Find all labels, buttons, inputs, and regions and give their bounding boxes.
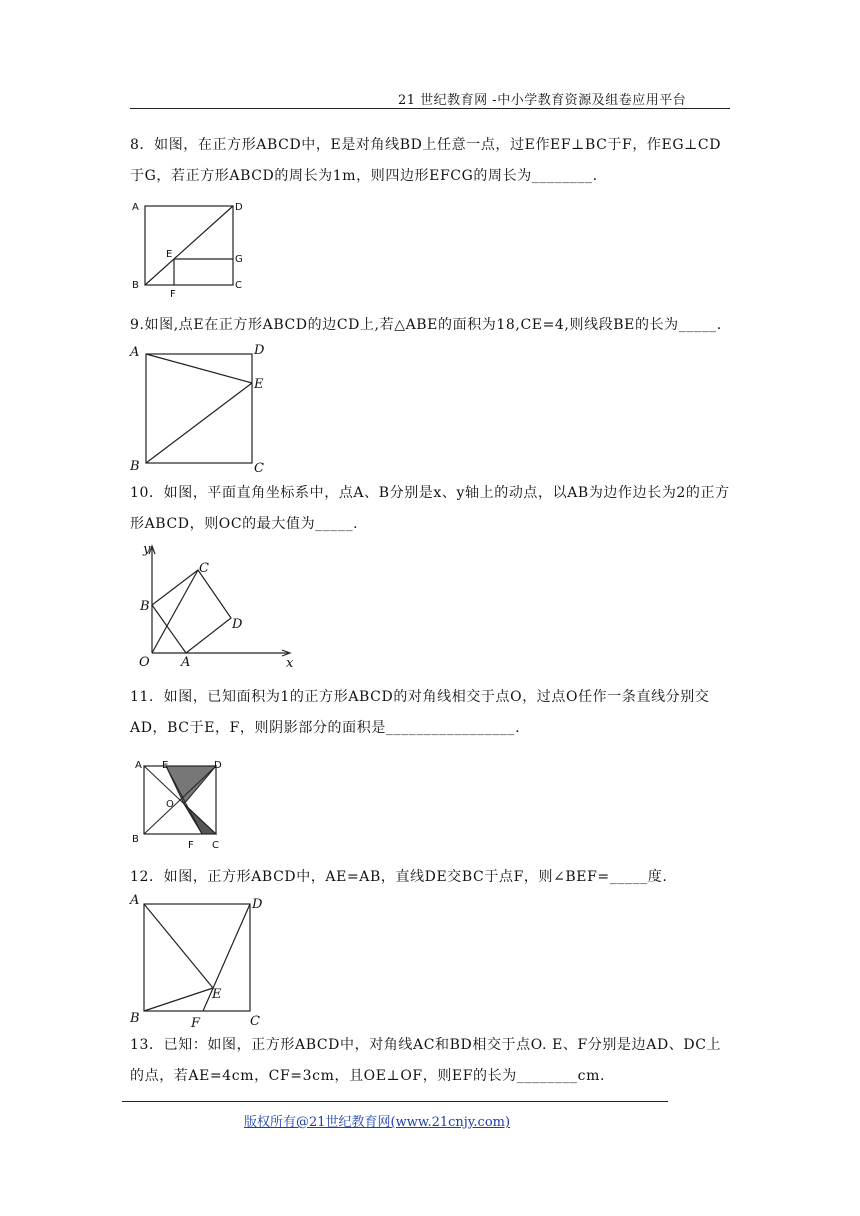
question-12: 12．如图，正方形ABCD中，AE=AB，直线DE交BC于点F，则∠BEF=_____度. — [130, 869, 668, 885]
label-C: C — [254, 461, 264, 476]
label-A: A — [130, 345, 140, 360]
label-E: E — [212, 987, 222, 1002]
label-B: B — [140, 599, 150, 614]
label-C: C — [212, 840, 219, 851]
copyright-link[interactable]: 版权所有@21世纪教育网(www.21cnjy.com) — [244, 1115, 511, 1130]
label-B: B — [132, 280, 139, 291]
label-A: A — [130, 893, 140, 908]
label-D: D — [252, 897, 263, 912]
label-F: F — [191, 1016, 201, 1031]
label-A: A — [132, 202, 139, 213]
question-13: 13．已知：如图，正方形ABCD中，对角线AC和BD相交于点O. E、F分别是边AD、DC上的点，若AE=4cm，CF=3cm，且OE⊥OF，则EF的长为________cm. — [130, 1037, 722, 1084]
question-11: 11．如图，已知面积为1的正方形ABCD的对角线相交于点O，过点O任作一条直线分别交AD，BC于E，F，则阴影部分的面积是_________________. — [130, 689, 710, 736]
page-header: 21 世纪教育网 -中小学教育资源及组卷应用平台 — [398, 93, 687, 108]
figure-q11 — [130, 756, 230, 852]
label-D: D — [214, 760, 222, 771]
question-8: 8．如图，在正方形ABCD中，E是对角线BD上任意一点，过E作EF⊥BC于F，作EG⊥CD于G，若正方形ABCD的周长为1m，则四边形EFCG的周长为________. — [130, 137, 722, 184]
label-F: F — [188, 840, 194, 851]
footer-divider — [122, 1101, 668, 1102]
label-B: B — [130, 459, 140, 474]
question-10: 10．如图，平面直角坐标系中，点A、B分别是x、y轴上的动点，以AB为边作边长为2的正方形ABCD，则OC的最大值为_____. — [130, 485, 730, 532]
label-O: O — [139, 655, 150, 670]
label-x: x — [286, 656, 294, 671]
label-G: G — [235, 254, 243, 265]
question-9: 9.如图,点E在正方形ABCD的边CD上,若△ABE的面积为18,CE=4,则线段BE的长为_____. — [130, 317, 722, 333]
figure-q10 — [130, 540, 305, 675]
label-E: E — [162, 760, 169, 771]
label-B: B — [132, 834, 139, 845]
label-F: F — [170, 289, 176, 300]
label-C: C — [235, 280, 242, 291]
label-E: E — [166, 249, 173, 260]
figure-q12 — [128, 892, 273, 1031]
label-C: C — [250, 1014, 260, 1029]
label-C: C — [199, 561, 209, 576]
label-O: O — [166, 799, 174, 810]
label-A: A — [135, 760, 142, 771]
label-A: A — [181, 655, 191, 670]
label-B: B — [130, 1011, 140, 1026]
label-D: D — [235, 202, 243, 213]
figure-q9 — [128, 342, 278, 474]
header-divider — [130, 108, 730, 109]
label-y: y — [143, 542, 151, 557]
label-D: D — [232, 617, 243, 632]
label-E: E — [254, 377, 264, 392]
figure-q8 — [130, 198, 250, 298]
label-D: D — [254, 343, 265, 358]
